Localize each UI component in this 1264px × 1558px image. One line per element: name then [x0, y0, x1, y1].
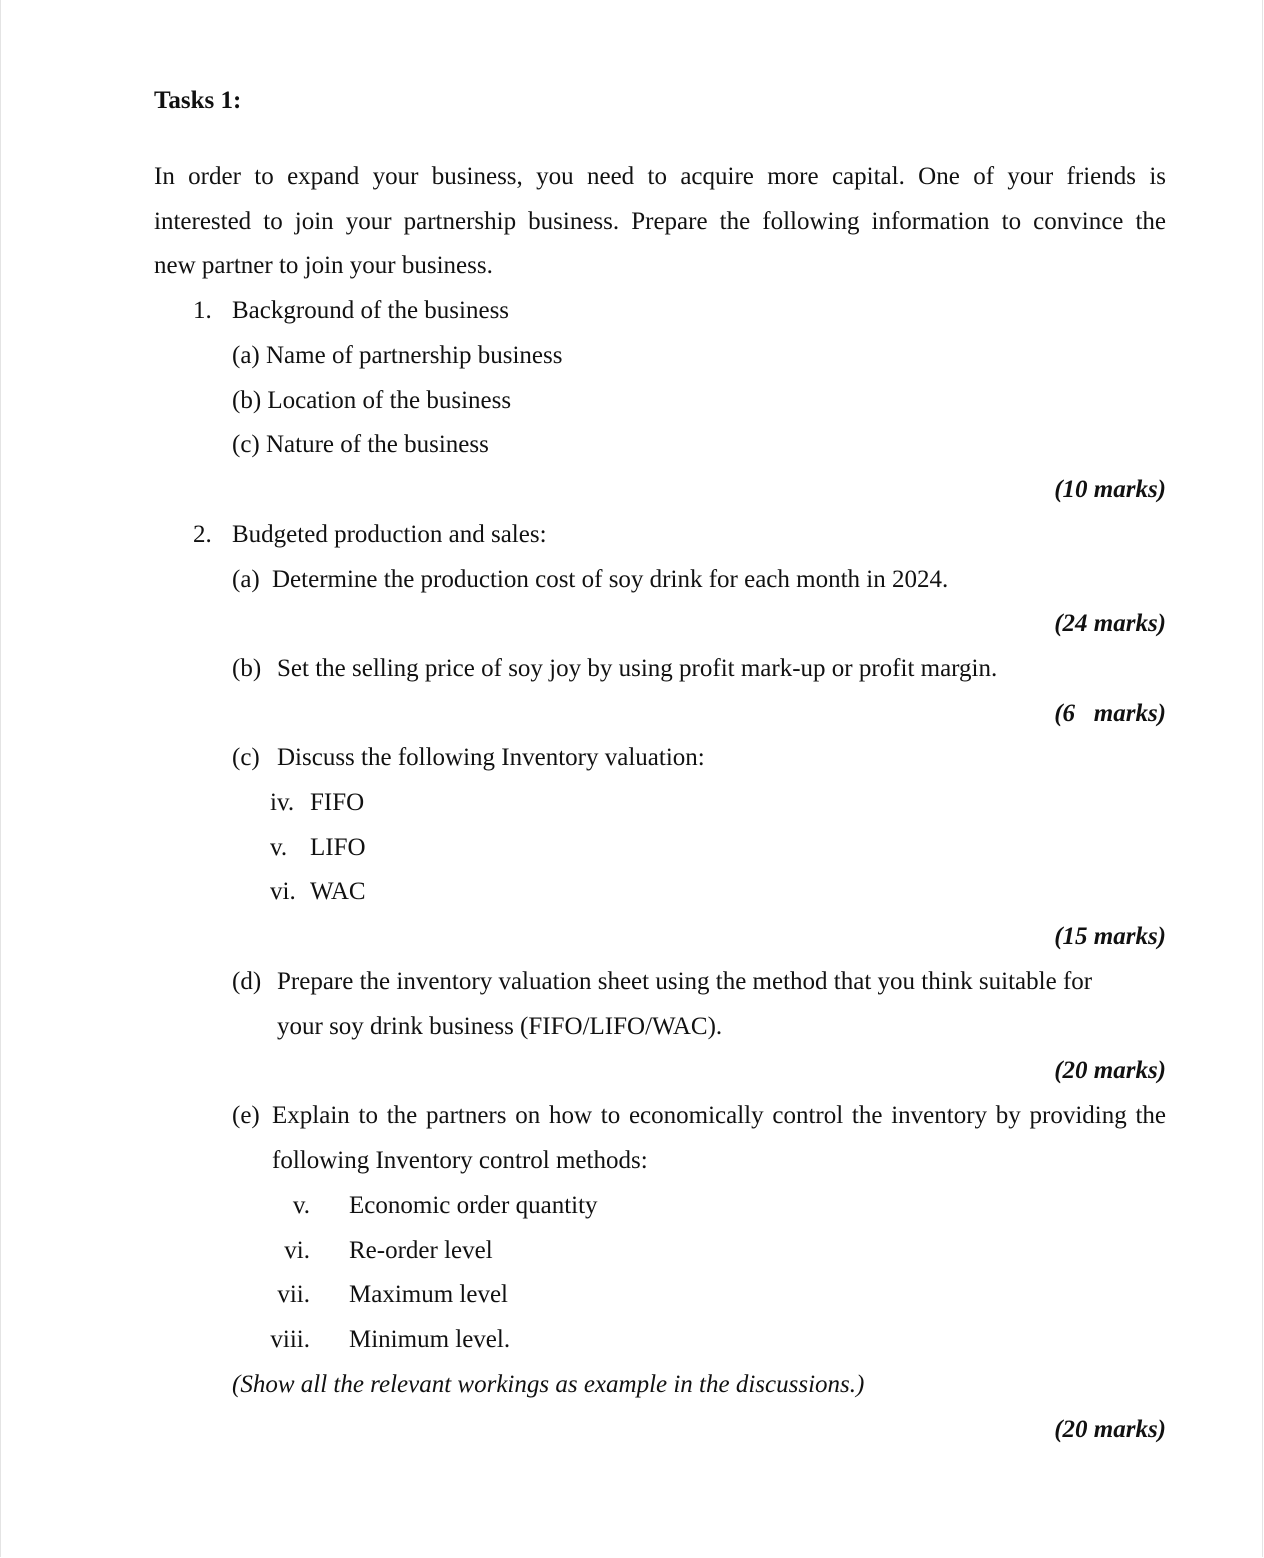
- task2d-line-2: your soy drink business (FIFO/LIFO/WAC).: [277, 1013, 723, 1040]
- task2e-item-num: v.: [292, 1192, 310, 1219]
- task1-item-b: (b) Location of the business: [232, 387, 512, 414]
- task2c-item-num: vi.: [270, 878, 296, 905]
- task2c-item-text: LIFO: [310, 834, 366, 861]
- intro-line-3: new partner to join your business.: [154, 252, 493, 279]
- task2e-item-text: Minimum level.: [349, 1326, 511, 1353]
- task1-item-c: (c) Nature of the business: [232, 431, 489, 458]
- task2e-item-num: viii.: [270, 1326, 310, 1353]
- task2e-line-1: Explain to the partners on how to economically control the inventory by providing the: [272, 1102, 1166, 1129]
- task2e-label: (e): [232, 1102, 260, 1129]
- task2e-line-2: following Inventory control methods:: [272, 1147, 648, 1174]
- task2e-item-num: vi.: [284, 1237, 310, 1264]
- task2c-item-num: v.: [270, 834, 288, 861]
- task1-marks: (10 marks): [1054, 476, 1166, 503]
- task2a-label: (a): [232, 566, 260, 593]
- task2e-item-text: Maximum level: [349, 1281, 508, 1308]
- task2c-item-text: FIFO: [310, 789, 365, 816]
- task2c-label: (c): [232, 744, 260, 771]
- page-title: Tasks 1:: [154, 87, 242, 114]
- intro-line-1: In order to expand your business, you need to acquire more capital. One of your friends is: [154, 163, 1166, 190]
- task2d-marks: (20 marks): [1054, 1057, 1166, 1084]
- task2c-marks: (15 marks): [1054, 923, 1166, 950]
- task2b-text: Set the selling price of soy joy by using profit mark-up or profit margin.: [277, 655, 998, 682]
- task2e-marks: (20 marks): [1054, 1416, 1166, 1443]
- task2-title: Budgeted production and sales:: [232, 521, 547, 548]
- task2d-label: (d): [232, 968, 262, 995]
- task1-number: 1.: [193, 297, 212, 324]
- task2e-note: (Show all the relevant workings as example in the discussions.): [232, 1371, 865, 1398]
- task2a-marks: (24 marks): [1054, 610, 1166, 637]
- task2c-item-text: WAC: [310, 878, 366, 905]
- task2a-text: Determine the production cost of soy drink for each month in 2024.: [272, 566, 949, 593]
- task2-number: 2.: [193, 521, 212, 548]
- task2b-marks: (6 marks): [1054, 700, 1166, 727]
- task2e-item-text: Re-order level: [349, 1237, 493, 1264]
- task2e-item-num: vii.: [277, 1281, 310, 1308]
- task2c-text: Discuss the following Inventory valuation:: [277, 744, 705, 771]
- task2e-item-text: Economic order quantity: [349, 1192, 598, 1219]
- task2b-label: (b): [232, 655, 262, 682]
- task1-title: Background of the business: [232, 297, 510, 324]
- task2c-item-num: iv.: [270, 789, 295, 816]
- task2d-line-1: Prepare the inventory valuation sheet using the method that you think suitable for: [277, 968, 1093, 995]
- intro-line-2: interested to join your partnership business. Prepare the following information to convince the: [154, 208, 1166, 235]
- task1-item-a: (a) Name of partnership business: [232, 342, 563, 369]
